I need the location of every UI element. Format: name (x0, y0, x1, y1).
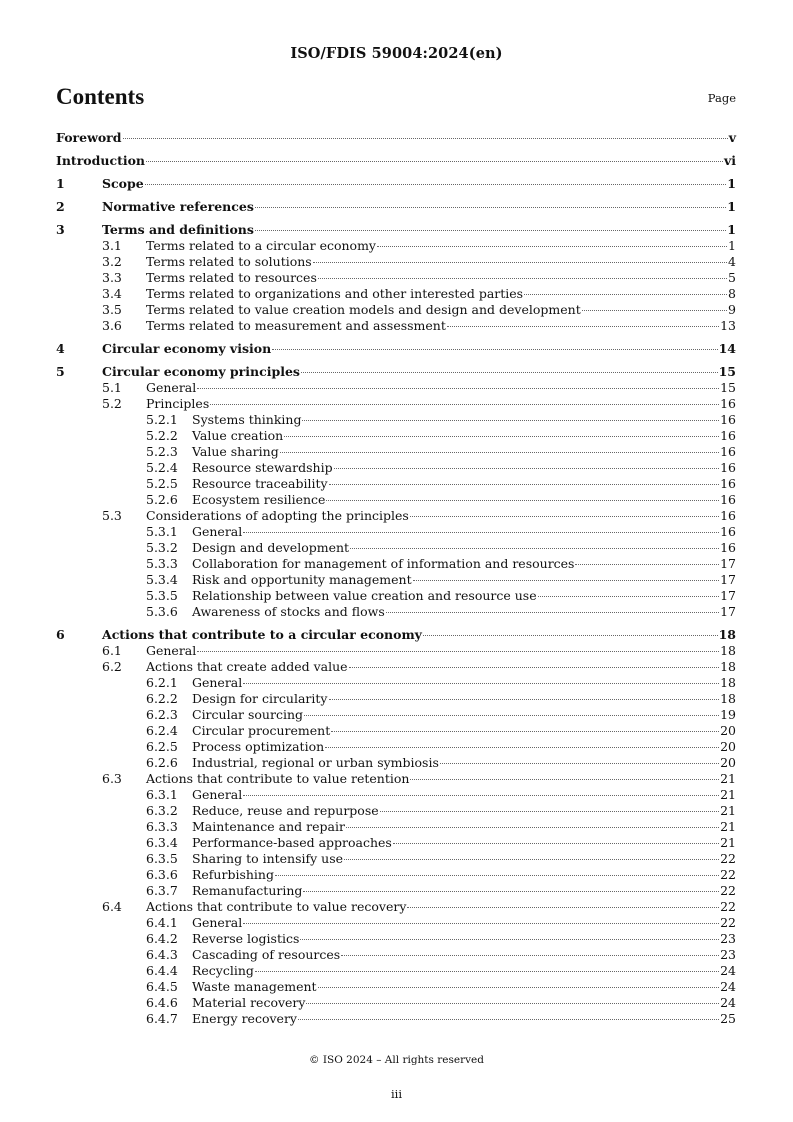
toc-entry[interactable] (56, 835, 736, 851)
toc-dot-leader (284, 436, 719, 437)
toc-dot-leader (318, 987, 720, 988)
toc-dot-leader (410, 779, 719, 780)
toc-entry[interactable] (56, 787, 736, 803)
toc-entry-number: 3.3 (102, 270, 122, 285)
toc-entry-number: 5.3.4 (146, 572, 178, 587)
toc-entry-number: 6.3.7 (146, 883, 178, 898)
toc-dot-leader (243, 795, 719, 796)
toc-entry[interactable] (56, 723, 736, 739)
toc-entry-page: 1 (728, 238, 736, 253)
toc-entry[interactable] (56, 380, 736, 396)
toc-dot-leader (300, 939, 719, 940)
toc-entry[interactable] (56, 286, 736, 302)
copyright-footer: © ISO 2024 – All rights reserved (309, 1054, 484, 1066)
toc-dot-leader (298, 1019, 719, 1020)
toc-dot-leader (334, 468, 720, 469)
toc-dot-leader (329, 484, 720, 485)
toc-dot-leader (386, 612, 719, 613)
toc-entry-number: 3.1 (102, 238, 122, 253)
toc-entry-page: 16 (720, 540, 736, 555)
toc-dot-leader (301, 372, 718, 373)
toc-entry-title: Resource stewardship (192, 460, 333, 475)
toc-dot-leader (346, 827, 719, 828)
toc-entry-page: 21 (720, 771, 736, 786)
toc-entry[interactable] (56, 947, 736, 963)
toc-entry-number: 6.2.4 (146, 723, 178, 738)
toc-entry-title: Sharing to intensify use (192, 851, 344, 866)
toc-dot-leader (243, 923, 719, 924)
toc-entry-number: 3.2 (102, 254, 122, 269)
toc-entry-number: 6.2.6 (146, 755, 178, 770)
toc-entry[interactable] (56, 444, 736, 460)
toc-entry-title: Circular economy principles (102, 364, 300, 379)
toc-entry-page: 19 (720, 707, 736, 722)
toc-entry-number: 6.3.5 (146, 851, 178, 866)
toc-entry-title: Cascading of resources (192, 947, 341, 962)
toc-entry[interactable] (56, 771, 736, 787)
toc-entry-number: 6.3.2 (146, 803, 178, 818)
toc-entry-number: 5 (56, 364, 65, 379)
toc-entry-number: 5.2 (102, 396, 122, 411)
toc-dot-leader (407, 907, 719, 908)
toc-entry-title: Industrial, regional or urban symbiosis (192, 755, 439, 770)
page-column-label: Page (707, 91, 736, 105)
toc-entry-title: Actions that contribute to value retention (146, 771, 410, 786)
toc-entry-title: Systems thinking (192, 412, 302, 427)
toc-dot-leader (313, 262, 727, 263)
toc-dot-leader (377, 246, 727, 247)
toc-entry-number: 6.4.6 (146, 995, 178, 1010)
toc-entry-number: 6.4.4 (146, 963, 178, 978)
toc-dot-leader (303, 891, 719, 892)
toc-entry[interactable] (56, 221, 736, 238)
toc-entry-page: 13 (720, 318, 736, 333)
toc-entry-page: 16 (720, 508, 736, 523)
toc-dot-leader (210, 404, 719, 405)
toc-entry[interactable] (56, 1011, 736, 1027)
toc-entry[interactable] (56, 755, 736, 771)
toc-entry-title: Scope (102, 176, 144, 191)
toc-entry-title: Introduction (56, 153, 146, 168)
toc-entry-title: Material recovery (192, 995, 306, 1010)
toc-entry[interactable] (56, 428, 736, 444)
table-of-contents (56, 129, 736, 1027)
toc-entry-title: Terms related to a circular economy (146, 238, 376, 253)
toc-entry-page: 22 (720, 867, 736, 882)
document-header: ISO/FDIS 59004:2024(en) (290, 45, 503, 62)
toc-dot-leader (243, 532, 719, 533)
toc-entry-page: 22 (720, 883, 736, 898)
toc-entry-number: 5.3.3 (146, 556, 178, 571)
toc-entry-title: General (146, 380, 197, 395)
toc-entry-number: 6.4.5 (146, 979, 178, 994)
toc-entry-number: 6.4 (102, 899, 122, 914)
toc-entry-number: 5.2.2 (146, 428, 178, 443)
toc-entry-title: Recycling (192, 963, 254, 978)
toc-entry-page: 16 (720, 476, 736, 491)
toc-entry-title: Energy recovery (192, 1011, 297, 1026)
toc-dot-leader (255, 230, 726, 231)
toc-dot-leader (304, 715, 719, 716)
toc-entry-number: 5.3.6 (146, 604, 178, 619)
toc-entry-page: 16 (720, 412, 736, 427)
toc-entry-page: 16 (720, 492, 736, 507)
toc-entry-page: 22 (720, 899, 736, 914)
toc-entry-page: 17 (720, 572, 736, 587)
toc-entry[interactable] (56, 396, 736, 412)
toc-entry-page: 18 (720, 659, 736, 674)
toc-entry[interactable] (56, 318, 736, 334)
toc-entry[interactable] (56, 238, 736, 254)
toc-entry-page: 24 (720, 979, 736, 994)
toc-entry-number: 5.3.5 (146, 588, 178, 603)
toc-entry-title: Normative references (102, 199, 254, 214)
toc-entry-page: 21 (720, 835, 736, 850)
toc-entry-page: 8 (728, 286, 736, 301)
toc-dot-leader (413, 580, 720, 581)
toc-dot-leader (145, 184, 727, 185)
toc-entry-title: Terms related to resources (146, 270, 317, 285)
toc-entry-title: Circular economy vision (102, 341, 272, 356)
toc-entry-number: 5.1 (102, 380, 122, 395)
toc-entry[interactable] (56, 659, 736, 675)
toc-entry-page: 1 (727, 176, 736, 191)
toc-entry-page: v (728, 130, 736, 145)
toc-entry[interactable] (56, 270, 736, 286)
toc-entry-title: Actions that contribute to value recovery (146, 899, 407, 914)
toc-entry-page: 14 (718, 341, 736, 356)
toc-entry-title: Reduce, reuse and repurpose (192, 803, 379, 818)
toc-entry-number: 3.6 (102, 318, 122, 333)
toc-entry-page: 21 (720, 787, 736, 802)
toc-entry-title: General (192, 915, 243, 930)
toc-entry-title: Ecosystem resilience (192, 492, 326, 507)
toc-entry-title: Design and development (192, 540, 350, 555)
toc-entry-title: Circular sourcing (192, 707, 304, 722)
toc-dot-leader (393, 843, 719, 844)
toc-dot-leader (306, 1003, 719, 1004)
toc-entry-page: 17 (720, 604, 736, 619)
toc-dot-leader (440, 763, 719, 764)
toc-entry-page: 15 (718, 364, 736, 379)
toc-entry-number: 6.4.7 (146, 1011, 178, 1026)
toc-entry-page: 18 (720, 691, 736, 706)
toc-entry-number: 6.3.4 (146, 835, 178, 850)
toc-dot-leader (325, 747, 719, 748)
toc-entry-page: 16 (720, 428, 736, 443)
toc-entry[interactable] (56, 867, 736, 883)
contents-title-row (56, 84, 736, 114)
toc-entry-page: 18 (718, 627, 736, 642)
toc-entry[interactable] (56, 851, 736, 867)
toc-dot-leader (331, 731, 719, 732)
toc-entry[interactable] (56, 412, 736, 428)
toc-entry-title: Actions that contribute to a circular economy (102, 627, 422, 642)
toc-entry-page: 1 (727, 222, 736, 237)
toc-dot-leader (349, 667, 720, 668)
toc-entry-title: Resource traceability (192, 476, 328, 491)
toc-dot-leader (255, 207, 726, 208)
toc-dot-leader (280, 452, 719, 453)
toc-entry-number: 6.4.3 (146, 947, 178, 962)
toc-entry[interactable] (56, 739, 736, 755)
toc-entry-title: Terms related to solutions (146, 254, 312, 269)
toc-entry-number: 5.3.2 (146, 540, 178, 555)
toc-entry-number: 6.1 (102, 643, 122, 658)
toc-entry[interactable] (56, 363, 736, 380)
toc-entry[interactable] (56, 492, 736, 508)
toc-entry-number: 5.2.4 (146, 460, 178, 475)
toc-entry-number: 6.3.1 (146, 787, 178, 802)
toc-entry-page: 9 (728, 302, 736, 317)
toc-entry-title: Refurbishing (192, 867, 274, 882)
toc-entry[interactable] (56, 556, 736, 572)
toc-entry-page: 16 (720, 524, 736, 539)
toc-entry-title: Value sharing (192, 444, 279, 459)
toc-entry-page: 20 (720, 723, 736, 738)
toc-entry-title: Collaboration for management of information and resources (192, 556, 575, 571)
toc-entry-page: 16 (720, 444, 736, 459)
toc-entry[interactable] (56, 588, 736, 604)
toc-entry[interactable] (56, 819, 736, 835)
toc-entry-title: Risk and opportunity management (192, 572, 412, 587)
toc-dot-leader (197, 651, 719, 652)
toc-entry-title: Terms related to measurement and assessment (146, 318, 446, 333)
toc-entry[interactable] (56, 995, 736, 1011)
toc-entry[interactable] (56, 460, 736, 476)
page-number: iii (390, 1087, 403, 1101)
toc-entry[interactable] (56, 803, 736, 819)
toc-entry-number: 2 (56, 199, 65, 214)
toc-entry-number: 6.2.1 (146, 675, 178, 690)
toc-entry[interactable] (56, 254, 736, 270)
toc-entry-title: Terms related to value creation models and design and development (146, 302, 581, 317)
toc-entry[interactable] (56, 340, 736, 357)
toc-entry-number: 5.3.1 (146, 524, 178, 539)
toc-dot-leader (146, 161, 723, 162)
toc-dot-leader (197, 388, 719, 389)
toc-dot-leader (329, 699, 720, 700)
toc-dot-leader (326, 500, 719, 501)
toc-entry[interactable] (56, 524, 736, 540)
toc-entry-title: Terms and definitions (102, 222, 254, 237)
toc-entry-page: 21 (720, 819, 736, 834)
toc-entry-number: 6.4.1 (146, 915, 178, 930)
toc-entry[interactable] (56, 963, 736, 979)
contents-title: Contents (56, 84, 145, 109)
toc-entry[interactable] (56, 643, 736, 659)
toc-entry-page: 20 (720, 755, 736, 770)
toc-dot-leader (423, 635, 718, 636)
toc-entry-title: Reverse logistics (192, 931, 300, 946)
toc-entry-page: 21 (720, 803, 736, 818)
toc-entry[interactable] (56, 899, 736, 915)
toc-entry[interactable] (56, 302, 736, 318)
toc-dot-leader (524, 294, 727, 295)
toc-entry-number: 4 (56, 341, 65, 356)
toc-dot-leader (380, 811, 719, 812)
toc-entry-page: 25 (720, 1011, 736, 1026)
toc-dot-leader (538, 596, 719, 597)
toc-entry[interactable] (56, 540, 736, 556)
toc-entry-number: 3.5 (102, 302, 122, 317)
toc-entry[interactable] (56, 626, 736, 643)
toc-dot-leader (318, 278, 727, 279)
toc-entry-number: 5.2.5 (146, 476, 178, 491)
toc-entry-title: Remanufacturing (192, 883, 303, 898)
toc-entry[interactable] (56, 508, 736, 524)
toc-entry-title: Terms related to organizations and other interested parties (146, 286, 524, 301)
toc-entry[interactable] (56, 675, 736, 691)
toc-entry[interactable] (56, 979, 736, 995)
toc-entry[interactable] (56, 883, 736, 899)
toc-entry[interactable] (56, 604, 736, 620)
toc-entry-page: 24 (720, 963, 736, 978)
toc-entry[interactable] (56, 931, 736, 947)
toc-entry-title: Relationship between value creation and resource use (192, 588, 537, 603)
toc-entry-number: 6.4.2 (146, 931, 178, 946)
toc-entry-page: 23 (720, 947, 736, 962)
toc-entry-number: 6.2.2 (146, 691, 178, 706)
toc-entry-number: 6 (56, 627, 65, 642)
toc-dot-leader (350, 548, 719, 549)
toc-entry[interactable] (56, 476, 736, 492)
toc-entry-title: General (192, 524, 243, 539)
toc-dot-leader (243, 683, 719, 684)
toc-entry-page: 18 (720, 643, 736, 658)
toc-entry-page: 24 (720, 995, 736, 1010)
toc-entry-title: Considerations of adopting the principles (146, 508, 409, 523)
toc-dot-leader (410, 516, 719, 517)
toc-entry[interactable] (56, 152, 736, 169)
toc-entry-title: Maintenance and repair (192, 819, 345, 834)
toc-entry-number: 6.3.6 (146, 867, 178, 882)
toc-entry-number: 6.2.3 (146, 707, 178, 722)
toc-entry-page: 1 (727, 199, 736, 214)
toc-entry-number: 5.2.1 (146, 412, 178, 427)
toc-entry-number: 5.2.3 (146, 444, 178, 459)
toc-dot-leader (272, 349, 717, 350)
toc-entry-page: 22 (720, 915, 736, 930)
toc-entry-page: 20 (720, 739, 736, 754)
toc-entry-page: 18 (720, 675, 736, 690)
toc-entry[interactable] (56, 915, 736, 931)
toc-entry-page: 17 (720, 588, 736, 603)
toc-entry[interactable] (56, 572, 736, 588)
toc-entry-page: 4 (728, 254, 736, 269)
toc-entry[interactable] (56, 691, 736, 707)
toc-entry-number: 3.4 (102, 286, 122, 301)
toc-entry-number: 1 (56, 176, 65, 191)
toc-dot-leader (344, 859, 719, 860)
toc-entry-title: Circular procurement (192, 723, 331, 738)
toc-entry-title: Value creation (192, 428, 284, 443)
toc-dot-leader (341, 955, 719, 956)
toc-dot-leader (447, 326, 719, 327)
toc-dot-leader (255, 971, 719, 972)
toc-entry-title: Actions that create added value (146, 659, 348, 674)
toc-entry-number: 5.2.6 (146, 492, 178, 507)
toc-entry-number: 3 (56, 222, 65, 237)
toc-entry-page: 22 (720, 851, 736, 866)
toc-entry-number: 6.3.3 (146, 819, 178, 834)
toc-entry-title: Process optimization (192, 739, 325, 754)
toc-entry-page: 15 (720, 380, 736, 395)
toc-entry[interactable] (56, 175, 736, 192)
toc-entry-title: General (192, 675, 243, 690)
toc-entry-title: Foreword (56, 130, 122, 145)
toc-entry-title: Performance-based approaches (192, 835, 392, 850)
toc-dot-leader (302, 420, 719, 421)
toc-entry-title: General (192, 787, 243, 802)
toc-entry-page: 5 (728, 270, 736, 285)
toc-dot-leader (123, 138, 728, 139)
toc-entry-number: 6.3 (102, 771, 122, 786)
toc-entry-number: 5.3 (102, 508, 122, 523)
toc-entry-title: Awareness of stocks and flows (192, 604, 385, 619)
toc-dot-leader (275, 875, 719, 876)
toc-entry-title: Waste management (192, 979, 317, 994)
toc-entry-title: Design for circularity (192, 691, 328, 706)
toc-entry-page: 16 (720, 396, 736, 411)
toc-entry-number: 6.2.5 (146, 739, 178, 754)
toc-dot-leader (575, 564, 719, 565)
toc-entry-page: 17 (720, 556, 736, 571)
toc-entry-title: Principles (146, 396, 210, 411)
toc-entry-title: General (146, 643, 197, 658)
toc-dot-leader (582, 310, 727, 311)
toc-entry-page: vi (723, 153, 736, 168)
toc-entry[interactable] (56, 129, 736, 146)
toc-entry-page: 23 (720, 931, 736, 946)
toc-entry-page: 16 (720, 460, 736, 475)
toc-entry[interactable] (56, 707, 736, 723)
toc-entry-number: 6.2 (102, 659, 122, 674)
toc-entry[interactable] (56, 198, 736, 215)
